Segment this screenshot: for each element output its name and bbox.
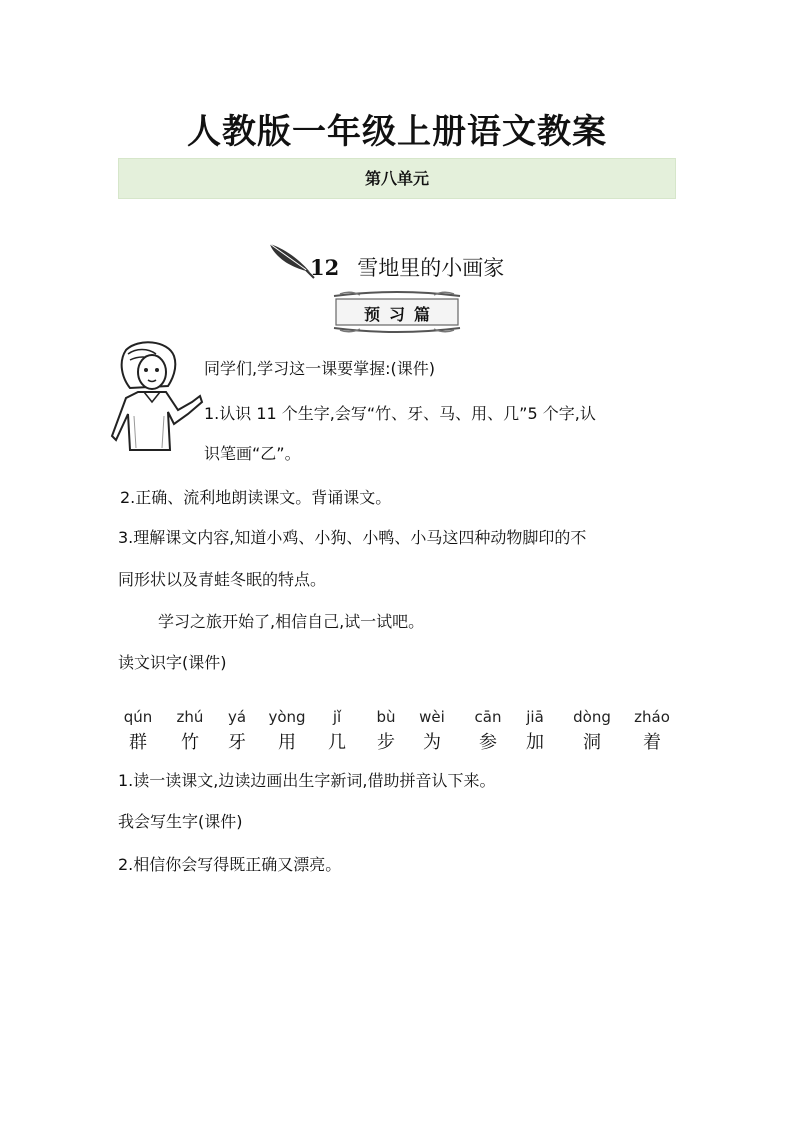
intro-line: 同学们,学习这一课要掌握:(课件) xyxy=(204,359,435,378)
goal-line-4: 3.理解课文内容,知道小鸡、小狗、小鸭、小马这四种动物脚印的不 xyxy=(118,528,587,547)
char-cell xyxy=(625,708,679,754)
hanzi: 着 xyxy=(643,732,661,753)
feather-quill-icon xyxy=(268,240,316,280)
pinyin: yòng xyxy=(268,708,306,726)
banner-label: 预习篇 xyxy=(363,305,439,324)
hanzi: 群 xyxy=(129,732,147,753)
hanzi: 竹 xyxy=(181,732,199,753)
unit-label: 第八单元 xyxy=(364,169,429,188)
pinyin: jǐ xyxy=(332,708,342,726)
hanzi: 加 xyxy=(526,732,544,753)
char-cell xyxy=(310,708,364,754)
section-write-heading: 我会写生字(课件) xyxy=(118,812,243,831)
encourage-line: 学习之旅开始了,相信自己,试一试吧。 xyxy=(158,612,425,631)
pinyin: dòng xyxy=(573,708,611,726)
unit-bar xyxy=(118,158,676,199)
goal-line-5: 同形状以及青蛙冬眠的特点。 xyxy=(118,570,327,589)
pinyin: wèi xyxy=(419,708,445,726)
task-1: 1.读一读课文,边读边画出生字新词,借助拼音认下来。 xyxy=(118,771,496,790)
goal-line-3: 2.正确、流利地朗读课文。背诵课文。 xyxy=(120,488,392,507)
document-title: 人教版一年级上册语文教案 xyxy=(187,112,607,152)
teacher-illustration-icon xyxy=(108,340,204,452)
pinyin: qún xyxy=(123,708,153,726)
pinyin: jiā xyxy=(526,708,544,726)
hanzi: 几 xyxy=(328,732,346,753)
char-cell xyxy=(163,708,217,754)
goal-line-1: 1.认识 11 个生字,会写“竹、牙、马、用、几”5 个字,认 xyxy=(204,404,596,423)
pinyin: cān xyxy=(474,708,502,726)
hanzi: 参 xyxy=(479,732,497,753)
pinyin: yá xyxy=(227,708,247,726)
char-cell xyxy=(508,708,562,754)
char-cell xyxy=(260,708,314,754)
section-read-heading: 读文识字(课件) xyxy=(118,653,227,672)
task-2: 2.相信你会写得既正确又漂亮。 xyxy=(118,855,342,874)
char-cell xyxy=(210,708,264,754)
lesson-title xyxy=(310,252,504,282)
char-cell xyxy=(405,708,459,754)
char-cell xyxy=(565,708,619,754)
pinyin: bù xyxy=(376,708,396,726)
lesson-name: 雪地里的小画家 xyxy=(357,256,505,280)
hanzi: 用 xyxy=(278,732,296,753)
lesson-number: 12 xyxy=(310,255,340,280)
pinyin: zháo xyxy=(634,708,670,726)
hanzi: 牙 xyxy=(228,732,246,753)
preview-banner xyxy=(330,290,464,334)
char-cell xyxy=(461,708,515,754)
pinyin-character-row xyxy=(118,708,678,754)
hanzi: 为 xyxy=(423,732,441,753)
char-cell xyxy=(111,708,165,754)
hanzi: 步 xyxy=(377,732,395,753)
hanzi: 洞 xyxy=(583,732,601,753)
pinyin: zhú xyxy=(176,708,204,726)
goal-line-2: 识笔画“乙”。 xyxy=(204,444,301,463)
